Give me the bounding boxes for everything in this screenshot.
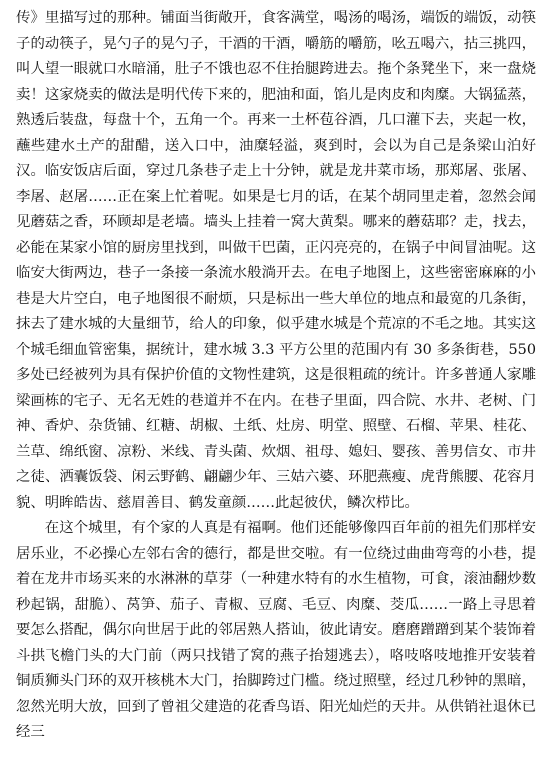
paragraph-1: 传》里描写过的那种。铺面当街敞开，食客满堂，喝汤的喝汤，端饭的端饭，动筷子的动筷子，晃勺子的晃勺子，干酒的干酒，嚼筋的嚼筋，吆五喝六，拈三挑四，叫人望一眼就口水暗涌，肚子不饿也忍不住抬腿跨进去。拖个条凳坐下，来一盘烧卖！这家烧卖的做法是明代传下来的，肥油和面，馅儿是肉皮和肉糜。大锅猛蒸，熟透后装盘，每盘十个，五角一个。再来一土杯苞谷酒，几口灌下去，夹起一枚，蘸些建水土产的甜醋，送入口中，油糜轻溢，爽到时，会以为自己是条梁山泊好汉。临安饭店后面，穿过几条巷子走上十分钟，就是龙井菜市场，那郑屠、张屠、李屠、赵屠……正在案上忙着呢。如果是七月的话，在某个胡同里走着，忽然会闻见蘑菇之香，环顾却是老墙。墙头上挂着一窝大黄梨。哪来的蘑菇耶？走，找去，必能在某家小馆的厨房里找到，叫做干巴菌，正闪亮亮的，在锅子中间冒油呢。这临安大街两边，巷子一条接一条流水般淌开去。在电子地图上，这些密密麻麻的小巷是大片空白，电子地图很不耐烦，只是标出一些大单位的地点和最宽的几条街，抹去了建水城的大量细节，给人的印象，似乎建水城是个荒凉的不毛之地。其实这个城毛细血管密集，据统计，建水城 3.3 平方公里的范围内有 30 多条街巷，550 多处已经被列为具有保护价值的文物性建筑，这是很粗疏的统计。许多普通人家雕梁画栋的宅子、无名无姓的巷道并不在内。在巷子里面，四合院、水井、老树、门神、香炉、杂货铺、红糖、胡椒、土纸、灶房、明堂、照壁、石榴、苹果、桂花、兰草、绵纸窗、凉粉、米线、青头菌、炊烟、祖母、媳妇、婴孩、善男信女、市井之徒、洒囊饭袋、闲云野鹤、翩翩少年、三姑六婆、环肥燕瘦、虎背熊腰、花容月貌、明眸皓齿、慈眉善目、鹤发童颜……此起彼伏，鳞次栉比。	[16, 10, 536, 511]
paragraph-2: 在这个城里，有个家的人真是有福啊。他们还能够像四百年前的祖先们那样安居乐业，不必操心左邻右舍的德行，都是世交啦。有一位绕过曲曲弯弯的小巷，提着在龙井市场买来的水淋淋的草芽（一种建水特有的水生植物，可食，滚油翻炒数秒起锅，甜脆）、莴笋、茄子、青椒、豆腐、毛豆、肉糜、茭瓜……一路上寻思着要怎么搭配，偶尔向世居于此的邻居熟人搭讪，彼此请安。磨磨蹭蹭到某个装饰着斗拱飞檐门头的大门前（两只找错了窝的燕子抬翅逃去），咯吱咯吱地推开安装着铜质狮头门环的双开核桃木大门，抬脚跨过门槛。绕过照壁，经过几秒钟的黑暗，忽然光明大放，回到了曾祖父建造的花香鸟语、阳光灿烂的天井。从供销社退休已经三	[16, 520, 536, 740]
page-body	[16, 6, 536, 771]
